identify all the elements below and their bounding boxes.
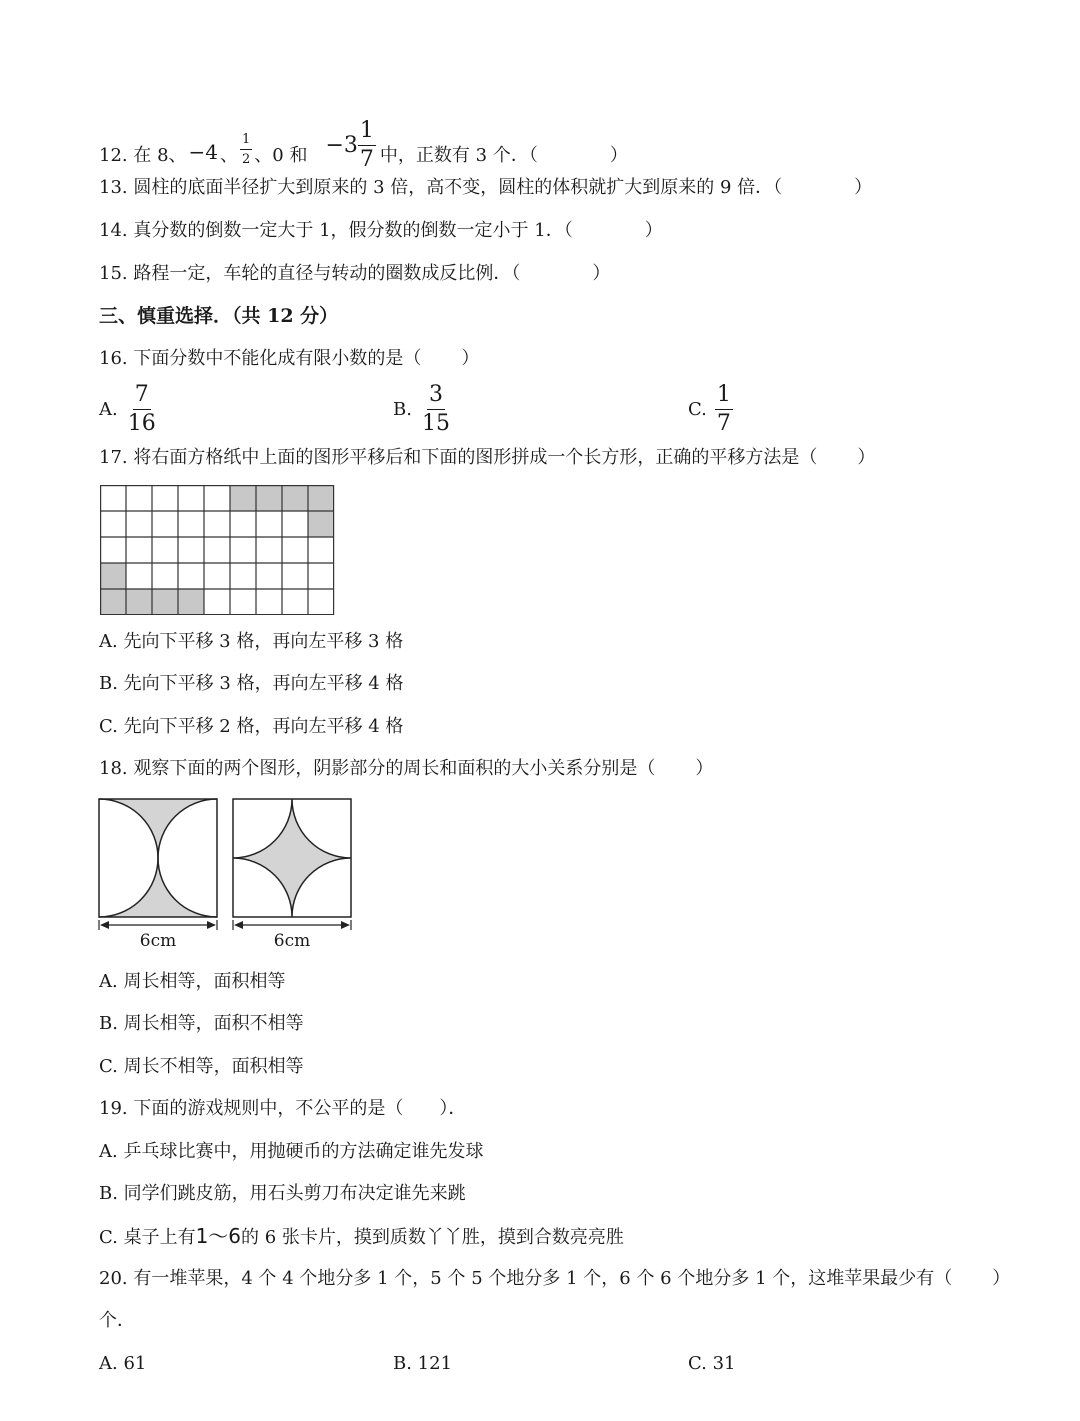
option-c-range: 1～6 <box>195 1224 242 1248</box>
section-heading: 三、慎重选择．（共 12 分） <box>99 305 339 327</box>
fig2-dimension-label: 6cm <box>273 931 311 951</box>
q20-option-c[interactable]: C. 31 <box>688 1353 736 1374</box>
q20-option-b[interactable]: B. 121 <box>393 1353 453 1374</box>
q19-text: 19. 下面的游戏规则中，不公平的是（ <box>99 1098 404 1119</box>
q19-option-c[interactable] <box>99 1224 624 1250</box>
q18-option-c[interactable]: C. 周长不相等，面积相等 <box>99 1056 304 1077</box>
shaded-cell <box>152 589 178 615</box>
fraction-numerator: 7 <box>133 384 151 410</box>
q20-close: ） <box>992 1268 1011 1289</box>
q20-text: 20. 有一堆苹果，4 个 4 个地分多 1 个，5 个 5 个地分多 1 个，6 个 6 个地分多 1 个，这堆苹果最少有（ <box>99 1268 953 1289</box>
q16-text: 16. 下面分数中不能化成有限小数的是（ <box>99 348 422 369</box>
q16-close: ） <box>461 348 480 369</box>
shaded-region <box>233 799 351 917</box>
q20-option-a[interactable]: A. 61 <box>99 1353 147 1374</box>
shaded-cell <box>282 485 308 511</box>
fraction-denominator: 16 <box>127 411 156 436</box>
q17-option-c[interactable]: C. 先向下平移 2 格，再向左平移 4 格 <box>99 716 404 737</box>
option-fraction <box>420 384 452 435</box>
option-fraction <box>715 384 733 435</box>
question-18 <box>99 757 713 781</box>
question-17 <box>99 446 875 470</box>
q13-close: ） <box>854 177 873 198</box>
fraction-numerator: 1 <box>358 120 376 146</box>
q19-close: ）． <box>439 1098 467 1119</box>
shaded-cell <box>100 563 126 589</box>
shaded-cell <box>230 485 256 511</box>
fraction-denominator: 15 <box>421 411 450 436</box>
q14-text: 14. 真分数的倒数一定大于 1，假分数的倒数一定小于 1．（ <box>99 220 573 241</box>
q18-option-a[interactable]: A. 周长相等，面积相等 <box>99 971 286 992</box>
question-14 <box>99 219 663 243</box>
mixed-number <box>325 120 375 171</box>
fig1-dimension-label: 6cm <box>139 931 177 951</box>
question-16 <box>99 347 479 371</box>
grid-figure <box>100 485 336 615</box>
question-20 <box>99 1267 1010 1291</box>
q13-text: 13. 圆柱的底面半径扩大到原来的 3 倍，高不变，圆柱的体积就扩大到原来的 9 倍．（ <box>99 177 783 198</box>
figure-2 <box>233 799 351 951</box>
shaded-cell <box>178 589 204 615</box>
option-label: A. <box>99 399 118 420</box>
q19-option-b[interactable]: B. 同学们跳皮筋，用石头剪刀布决定谁先来跳 <box>99 1183 466 1204</box>
q18-text: 18. 观察下面的两个图形，阴影部分的周长和面积的大小关系分别是（ <box>99 758 656 779</box>
fraction-denominator: 7 <box>359 147 374 172</box>
fraction-numerator: 1 <box>715 384 733 410</box>
mixed-fraction <box>358 120 376 171</box>
q17-option-a[interactable]: A. 先向下平移 3 格，再向左平移 3 格 <box>99 631 404 652</box>
q17-option-b[interactable]: B. 先向下平移 3 格，再向左平移 4 格 <box>99 673 404 694</box>
q16-option-a[interactable] <box>99 384 158 435</box>
q19-option-a[interactable]: A. 乒乓球比赛中，用抛硬币的方法确定谁先发球 <box>99 1141 484 1162</box>
q12-sep: 、 <box>220 144 239 166</box>
question-13 <box>99 176 872 200</box>
q17-close: ） <box>857 447 876 468</box>
q16-option-b[interactable] <box>393 384 452 435</box>
fraction-half <box>240 133 252 166</box>
option-fraction <box>126 384 158 435</box>
fraction-numerator: 3 <box>427 384 445 410</box>
q12-prefix: 12. 在 8、 <box>99 144 187 166</box>
q15-text: 15. 路程一定，车轮的直径与转动的圈数成反比例．（ <box>99 263 521 284</box>
q15-close: ） <box>592 263 611 284</box>
fraction-numerator: 1 <box>240 133 252 150</box>
q18-close: ） <box>695 758 714 779</box>
option-c-prefix: C. 桌子上有 <box>99 1227 196 1248</box>
question-15 <box>99 262 610 286</box>
question-12 <box>99 118 628 181</box>
question-19 <box>99 1097 466 1121</box>
q12-neg4: −4 <box>188 139 219 164</box>
fraction-denominator: 7 <box>716 411 731 436</box>
shape-figures <box>96 796 358 952</box>
shaded-cell <box>308 511 334 537</box>
fraction-denominator: 2 <box>242 152 251 167</box>
q12-mid: 、0 和 <box>254 144 308 166</box>
q12-close: ） <box>609 144 628 166</box>
shaded-cell <box>308 485 334 511</box>
mixed-whole: −3 <box>325 132 358 158</box>
q17-text: 17. 将右面方格纸中上面的图形平移后和下面的图形拼成一个长方形，正确的平移方法是（ <box>99 447 818 468</box>
figure-1 <box>99 799 217 951</box>
option-label: B. <box>393 399 412 420</box>
option-c-rest: 的 6 张卡片，摸到质数丫丫胜，摸到合数亮亮胜 <box>241 1227 624 1248</box>
shaded-cell <box>100 589 126 615</box>
shaded-cell <box>256 485 282 511</box>
q12-suffix: 中，正数有 3 个．（ <box>379 144 538 166</box>
q14-close: ） <box>644 220 663 241</box>
q18-option-b[interactable]: B. 周长相等，面积不相等 <box>99 1013 304 1034</box>
shaded-cell <box>126 589 152 615</box>
q20-continuation: 个． <box>99 1310 135 1331</box>
q16-option-c[interactable] <box>688 384 733 435</box>
option-label: C. <box>688 399 707 420</box>
